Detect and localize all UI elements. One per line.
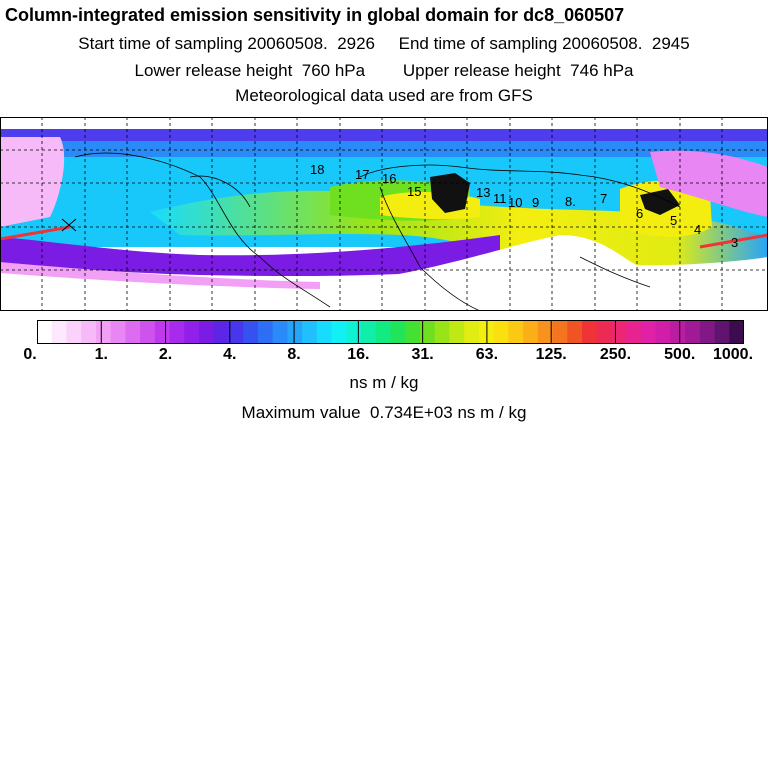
maximum-value-label: Maximum value 0.734E+03 ns m / kg xyxy=(241,403,527,422)
contour-label: 17 xyxy=(355,167,370,182)
unit-label: ns m / kg xyxy=(349,373,419,392)
color-scale-swatch xyxy=(597,320,612,344)
color-scale-swatch xyxy=(435,320,450,344)
color-scale-swatch xyxy=(361,320,376,344)
color-scale-swatch xyxy=(346,320,361,344)
color-scale-ticks xyxy=(0,346,768,366)
color-scale-tick-label: 1000. xyxy=(712,346,754,363)
color-scale-swatch xyxy=(626,320,641,344)
color-scale-swatch xyxy=(155,320,170,344)
meteorological-data-line: Meteorological data used are from GFS xyxy=(235,86,533,105)
contour-label: 18 xyxy=(310,162,325,177)
release-height-line: Lower release height 760 hPa Upper release height 746 hPa xyxy=(134,61,634,80)
sensitivity-map xyxy=(0,117,768,311)
contour-label: 10 xyxy=(508,195,523,210)
color-scale-swatch xyxy=(582,320,597,344)
color-scale-swatch xyxy=(656,320,671,344)
color-scale-swatch xyxy=(523,320,538,344)
color-scale-swatch xyxy=(228,320,243,344)
color-scale-swatch xyxy=(243,320,258,344)
color-scale-swatch xyxy=(553,320,568,344)
color-scale-swatch xyxy=(199,320,214,344)
color-scale-tick-label: 8. xyxy=(287,346,301,363)
contour-label: 16 xyxy=(382,171,397,186)
color-scale-swatch xyxy=(317,320,332,344)
color-scale-swatch xyxy=(641,320,656,344)
color-scale-swatch xyxy=(332,320,347,344)
color-scale-tick-label: 63. xyxy=(475,346,499,363)
color-scale-swatch xyxy=(96,320,111,344)
color-scale-swatch xyxy=(125,320,140,344)
contour-label: 5 xyxy=(670,213,678,228)
color-scale-tick-label: 0. xyxy=(23,346,37,363)
color-scale-swatch xyxy=(302,320,317,344)
color-scale-swatch xyxy=(170,320,185,344)
color-scale-tick-label: 1. xyxy=(94,346,108,363)
color-scale-swatch xyxy=(729,320,744,344)
color-scale-swatch xyxy=(464,320,479,344)
color-scale-tick-label: 125. xyxy=(535,346,567,363)
contour-label: 11 xyxy=(493,191,507,206)
contour-label: 6 xyxy=(636,206,644,221)
color-scale-swatch xyxy=(214,320,229,344)
color-scale-tick-label: 500. xyxy=(664,346,696,363)
color-scale-swatch xyxy=(140,320,155,344)
field-top-white xyxy=(0,117,768,129)
sampling-time-line: Start time of sampling 20060508. 2926 End time of sampling 20060508. 2945 xyxy=(78,34,690,53)
contour-label: 7 xyxy=(600,191,608,206)
figure-title: Column-integrated emission sensitivity in global domain for dc8_060507 xyxy=(5,5,625,25)
color-scale-tick-label: 250. xyxy=(599,346,632,363)
contour-label: 8. xyxy=(565,194,576,209)
color-scale-bar xyxy=(37,320,744,344)
contour-label: 4 xyxy=(694,222,702,237)
color-scale-swatch xyxy=(81,320,96,344)
color-scale-swatch xyxy=(258,320,273,344)
color-scale-swatch xyxy=(700,320,715,344)
color-scale-tick-label: 16. xyxy=(347,346,370,363)
color-scale-swatch xyxy=(685,320,700,344)
color-scale-tick-label: 31. xyxy=(411,346,434,363)
color-scale-swatch xyxy=(66,320,81,344)
color-scale-swatch xyxy=(494,320,509,344)
color-scale-tick-label: 4. xyxy=(223,346,237,363)
color-scale-swatch xyxy=(111,320,126,344)
contour-label: 13 xyxy=(476,185,491,200)
contour-label: 9 xyxy=(532,195,540,210)
color-scale-swatch xyxy=(567,320,582,344)
color-scale-tick-label: 2. xyxy=(158,346,173,363)
color-scale-swatch xyxy=(611,320,626,344)
color-scale-swatch xyxy=(391,320,406,344)
color-scale-swatch xyxy=(52,320,67,344)
color-scale-swatch xyxy=(287,320,302,344)
color-scale-swatch xyxy=(273,320,288,344)
color-scale-swatch xyxy=(376,320,391,344)
color-scale-swatch xyxy=(670,320,685,344)
color-scale-swatch xyxy=(405,320,420,344)
color-scale-swatch xyxy=(715,320,730,344)
color-scale-swatch xyxy=(508,320,523,344)
color-scale-swatch xyxy=(37,320,52,344)
color-scale-swatch xyxy=(449,320,464,344)
color-scale-swatch xyxy=(184,320,199,344)
contour-label: 15 xyxy=(407,184,422,199)
contour-label: 3 xyxy=(731,235,739,250)
